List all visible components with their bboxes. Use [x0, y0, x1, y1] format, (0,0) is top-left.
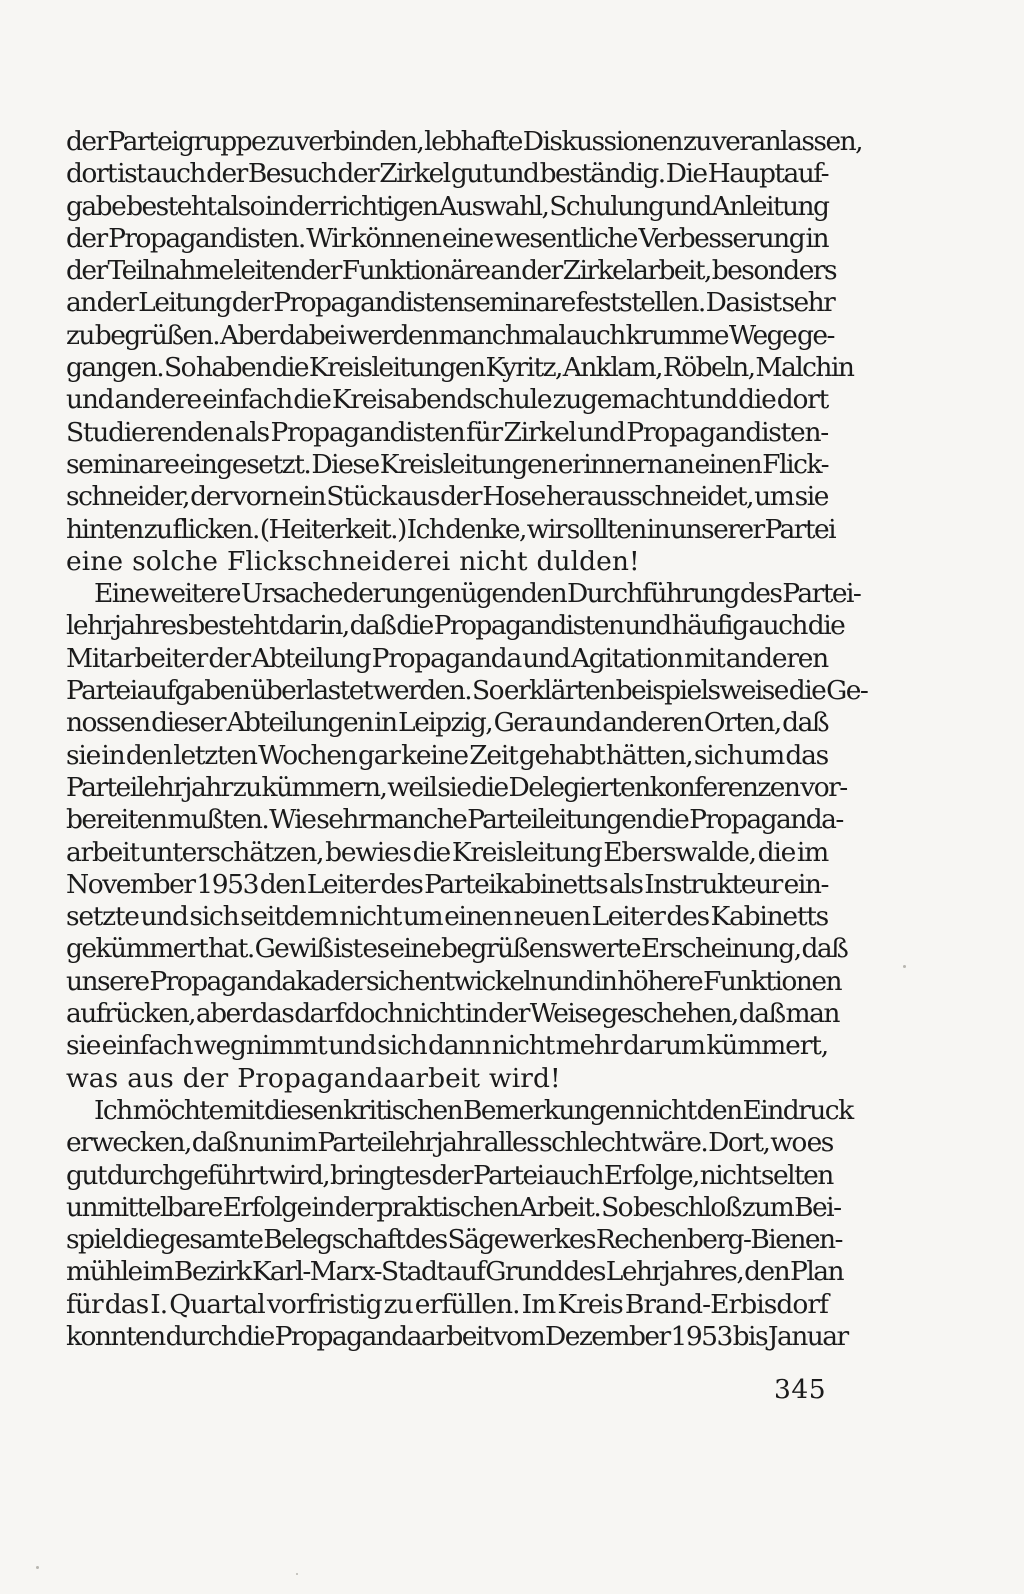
text-line: aufrücken, aber das darf doch nicht in der Weise geschehen, daß man [66, 998, 839, 1030]
text-line: für das I. Quartal vorfristig zu erfüllen. Im Kreis Brand-Erbisdorf [66, 1288, 828, 1320]
paper-speck [296, 1573, 298, 1575]
body-text [66, 126, 868, 1353]
text-line: gut durchgeführt wird, bringt es der Partei auch Erfolge, nicht selten [66, 1159, 833, 1191]
text-line: an der Leitung der Propagandistenseminare feststellen. Das ist sehr [66, 287, 835, 319]
text-line: Studierenden als Propagandisten für Zirkel und Propagandisten- [66, 416, 828, 448]
paper-speck [903, 965, 906, 968]
text-line: was aus der Propagandaarbeit wird! [66, 1062, 561, 1094]
text-line: nossen dieser Abteilungen in Leipzig, Gera und anderen Orten, daß [66, 707, 828, 739]
paper-speck [36, 1566, 39, 1569]
text-line: hinten zu flicken. (Heiterkeit.) Ich denke, wir sollten in unserer Partei [66, 513, 836, 545]
text-line: der Propagandisten. Wir können eine wesentliche Verbesserung in [66, 222, 828, 254]
text-line: schneider, der vorn ein Stück aus der Hose herausschneidet, um sie [66, 481, 828, 513]
text-line: seminare eingesetzt. Diese Kreisleitungen erinnern an einen Flick- [66, 448, 829, 480]
text-line: erwecken, daß nun im Parteilehrjahr alles schlecht wäre. Dort, wo es [66, 1127, 833, 1159]
text-line: setzte und sich seitdem nicht um einen neuen Leiter des Kabinetts [66, 901, 828, 933]
text-line: lehrjahres besteht darin, daß die Propagandisten und häufig auch die [66, 610, 845, 642]
text-line: sie einfach wegnimmt und sich dann nicht mehr darum kümmert, [66, 1030, 828, 1062]
text-line: unsere Propagandakader sich entwickeln und in höhere Funktionen [66, 965, 841, 997]
text-line: unmittelbare Erfolge in der praktischen Arbeit. So beschloß zum Bei- [66, 1191, 841, 1223]
text-line: mühle im Bezirk Karl-Marx-Stadt auf Grund des Lehrjahres, den Plan [66, 1256, 844, 1288]
text-line: zu begrüßen. Aber dabei werden manchmal auch krumme Wege ge- [66, 319, 834, 351]
text-line: eine solche Flickschneiderei nicht dulden! [66, 545, 640, 577]
page-number: 345 [774, 1374, 827, 1405]
text-line: der Teilnahme leitender Funktionäre an der Zirkelarbeit, besonders [66, 255, 836, 287]
text-line: gekümmert hat. Gewiß ist es eine begrüßenswerte Erscheinung, daß [66, 933, 848, 965]
text-line: November 1953 den Leiter des Parteikabinetts als Instrukteur ein- [66, 868, 828, 900]
text-line: gangen. So haben die Kreisleitungen Kyritz, Anklam, Röbeln, Malchin [66, 352, 854, 384]
text-line: bereiten mußten. Wie sehr manche Parteileitungen die Propaganda- [66, 804, 843, 836]
text-line: spiel die gesamte Belegschaft des Sägewerkes Rechenberg-Bienen- [66, 1224, 842, 1256]
text-line: Eine weitere Ursache der ungenügenden Durchführung des Partei- [94, 578, 861, 610]
text-line: Parteiaufgaben überlastet werden. So erklärten beispielsweise die Ge- [66, 675, 868, 707]
text-line: Parteilehrjahr zu kümmern, weil sie die Delegiertenkonferenzen vor- [66, 771, 847, 803]
text-line: und andere einfach die Kreisabendschule zugemacht und die dort [66, 384, 828, 416]
text-line: gabe besteht also in der richtigen Auswahl, Schulung und Anleitung [66, 190, 829, 222]
text-line: konnten durch die Propagandaarbeit vom Dezember 1953 bis Januar [66, 1320, 848, 1352]
text-line: Mitarbeiter der Abteilung Propaganda und Agitation mit anderen [66, 642, 828, 674]
text-line: dort ist auch der Besuch der Zirkel gut und beständig. Die Hauptauf- [66, 158, 828, 190]
text-line: arbeit unterschätzen, bewies die Kreisleitung Eberswalde, die im [66, 836, 828, 868]
text-line: sie in den letzten Wochen gar keine Zeit gehabt hätten, sich um das [66, 739, 828, 771]
text-line: Ich möchte mit diesen kritischen Bemerkungen nicht den Eindruck [94, 1094, 853, 1126]
text-line: der Parteigruppe zu verbinden, lebhafte Diskussionen zu veranlassen, [66, 126, 862, 157]
